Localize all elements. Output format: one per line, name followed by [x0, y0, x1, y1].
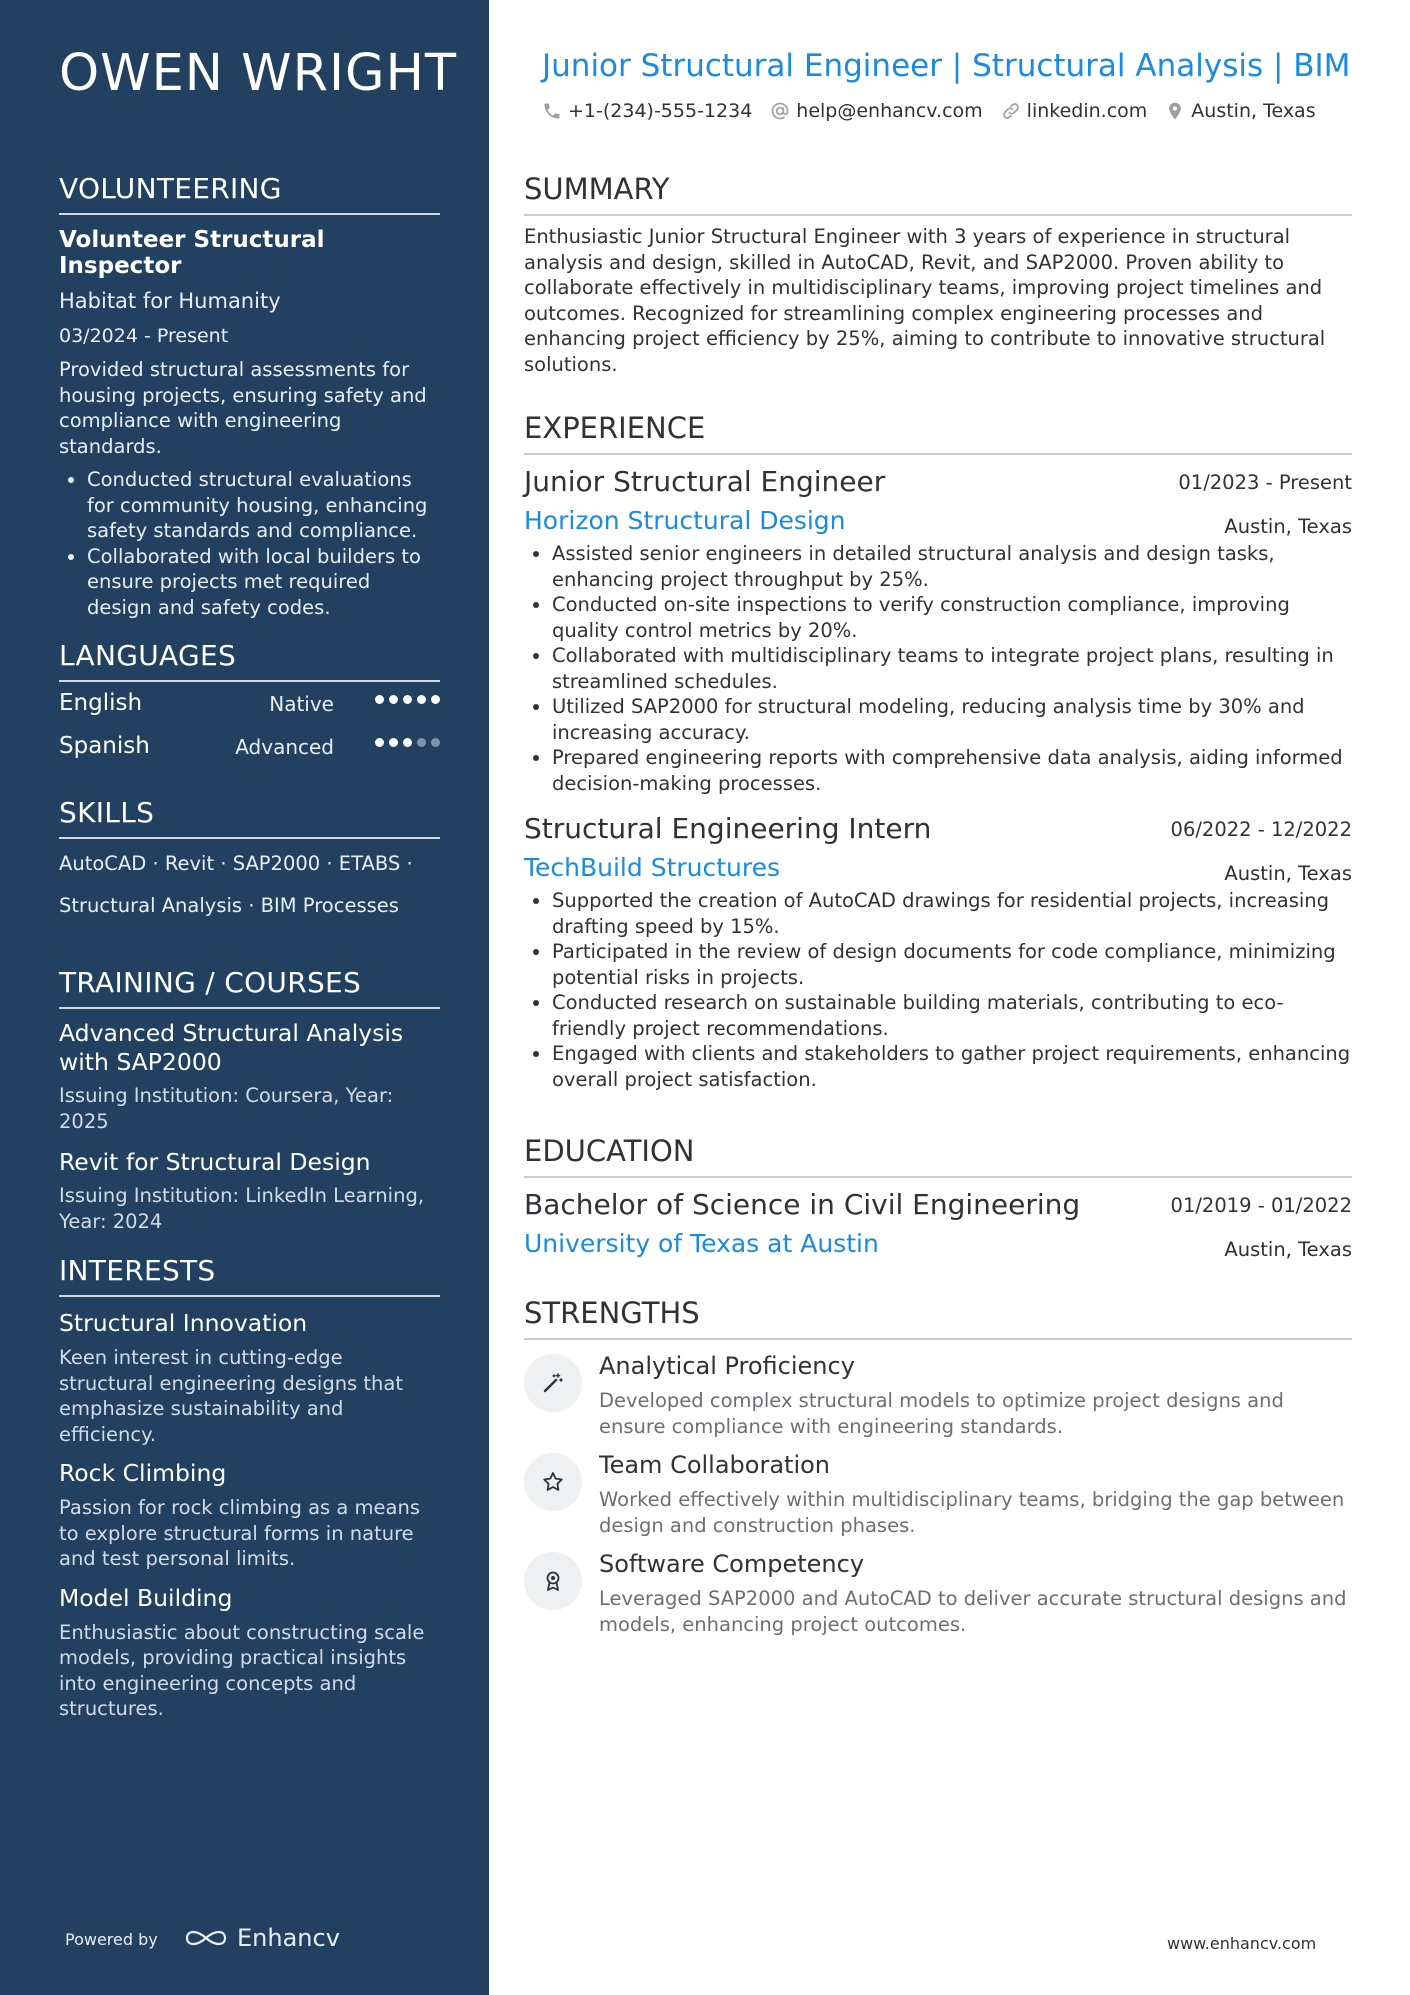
course-title: Revit for Structural Design: [59, 1148, 371, 1176]
link-icon: [1001, 101, 1021, 121]
language-name: English: [59, 690, 143, 716]
headline: Junior Structural Engineer | Structural Analysis | BIM: [542, 48, 1351, 84]
skills-list: [59, 843, 440, 927]
education-location: Austin, Texas: [1224, 1238, 1352, 1261]
job-company: TechBuild Structures: [524, 853, 781, 882]
volunteer-role: Volunteer Structural Inspector: [59, 227, 325, 279]
education-section: [524, 1134, 1352, 1261]
languages-heading: LANGUAGES: [59, 639, 440, 682]
rating-dot-filled: [417, 695, 426, 704]
rating-dot-filled: [389, 738, 398, 747]
job-date: 06/2022 - 12/2022: [1170, 818, 1352, 841]
job-bullet: • Collaborated with multidisciplinary teams to integrate project plans, resulting in streamlined schedules.: [552, 643, 1352, 694]
strength-item: [524, 1550, 1352, 1637]
rating-dot-empty: [431, 738, 440, 747]
language-level: Native: [269, 692, 334, 716]
website-link[interactable]: www.enhancv.com: [1167, 1934, 1317, 1953]
summary-text: Enthusiastic Junior Structural Engineer with 3 years of experience in structural analysis and design, skilled in AutoCAD, Revit, and SAP2000. Proven ability to collaborate effectively in multidisciplinary teams, improving project timelines and outcomes. Recognized for streamlining complex engineering processes and enhancing project efficiency by 25%, aiming to contribute to innovative structural solutions.: [524, 225, 1326, 376]
language-row: [59, 682, 440, 725]
interest-title: Rock Climbing: [59, 1459, 227, 1487]
phone-icon: [542, 101, 562, 121]
job-entry: [524, 465, 1352, 796]
interest-title: Structural Innovation: [59, 1309, 308, 1337]
skills-section: [59, 796, 440, 927]
strengths-heading: STRENGTHS: [524, 1296, 1352, 1340]
contact-linkedin[interactable]: [1001, 100, 1148, 122]
job-bullet: • Engaged with clients and stakeholders to gather project requirements, enhancing overall project satisfaction.: [552, 1041, 1352, 1092]
strength-title: Software Competency: [599, 1550, 865, 1578]
strength-title: Analytical Proficiency: [599, 1352, 855, 1380]
volunteer-bullet: • Conducted structural evaluations for community housing, enhancing safety standards and compliance.: [87, 467, 440, 544]
job-bullet: • Participated in the review of design documents for code compliance, minimizing potential risks in projects.: [552, 939, 1352, 990]
strength-title: Team Collaboration: [599, 1451, 831, 1479]
rating-dot-filled: [431, 695, 440, 704]
job-bullets: [524, 541, 1352, 796]
training-heading: TRAINING / COURSES: [59, 966, 440, 1009]
course-institution: Issuing Institution: LinkedIn Learning, Year: 2024: [59, 1184, 425, 1233]
job-location: Austin, Texas: [1224, 515, 1352, 538]
rating-dot-filled: [375, 695, 384, 704]
location-pin-icon: [1165, 101, 1185, 121]
language-rating: [375, 695, 440, 704]
language-level: Advanced: [235, 735, 334, 759]
interest-description: Passion for rock climbing as a means to explore structural forms in nature and test personal limits.: [59, 1496, 420, 1570]
job-bullets: [524, 888, 1352, 1092]
interest-description: Keen interest in cutting-edge structural engineering designs that emphasize sustainability and efficiency.: [59, 1346, 404, 1446]
strength-description: Developed complex structural models to optimize project designs and ensure compliance with engineering standards.: [599, 1389, 1284, 1438]
job-company: Horizon Structural Design: [524, 506, 846, 535]
job-bullet: • Conducted research on sustainable building materials, contributing to eco-friendly project recommendations.: [552, 990, 1352, 1041]
star-icon: [524, 1453, 582, 1511]
education-heading: EDUCATION: [524, 1134, 1352, 1178]
volunteering-section: [59, 172, 440, 620]
enhancv-logo-icon: [183, 1926, 229, 1950]
school-name: University of Texas at Austin: [524, 1229, 879, 1258]
language-name: Spanish: [59, 733, 150, 759]
magic-wand-icon: [524, 1354, 582, 1412]
skills-heading: SKILLS: [59, 796, 440, 839]
rating-dot-filled: [403, 738, 412, 747]
course-title: Advanced Structural Analysis with SAP2000: [59, 1019, 404, 1076]
volunteer-organization: Habitat for Humanity: [59, 289, 281, 313]
rating-dot-filled: [389, 695, 398, 704]
rating-dot-empty: [417, 738, 426, 747]
language-row: [59, 725, 440, 768]
skills-line: AutoCAD · Revit · SAP2000 · ETABS ·: [59, 852, 413, 875]
languages-section: [59, 639, 440, 768]
skills-line: Structural Analysis · BIM Processes: [59, 894, 399, 917]
job-bullet: • Conducted on-site inspections to verify construction compliance, improving quality control metrics by 20%.: [552, 592, 1352, 643]
candidate-name: OWEN WRIGHT: [59, 44, 458, 103]
at-icon: [770, 101, 790, 121]
strength-item: [524, 1352, 1352, 1439]
language-rating: [375, 738, 440, 747]
job-date: 01/2023 - Present: [1178, 471, 1352, 494]
rating-dot-filled: [403, 695, 412, 704]
interests-section: [59, 1254, 440, 1722]
enhancv-logo: [183, 1924, 340, 1952]
volunteer-bullets: [59, 467, 440, 620]
summary-heading: SUMMARY: [524, 172, 1352, 216]
email-text: help@enhancv.com: [796, 100, 983, 122]
education-date: 01/2019 - 01/2022: [1170, 1194, 1352, 1217]
award-icon: [524, 1552, 582, 1610]
interest-title: Model Building: [59, 1583, 233, 1612]
volunteer-description: Provided structural assessments for housing projects, ensuring safety and compliance with engineering standards.: [59, 358, 427, 458]
interest-description: Enthusiastic about constructing scale models, providing practical insights into engineering concepts and structures.: [59, 1620, 425, 1720]
strength-description: Worked effectively within multidisciplinary teams, bridging the gap between design and construction phases.: [599, 1488, 1345, 1537]
interests-heading: INTERESTS: [59, 1254, 440, 1297]
location-text: Austin, Texas: [1191, 100, 1316, 122]
strength-item: [524, 1451, 1352, 1538]
contact-bar: [542, 100, 1316, 122]
contact-phone[interactable]: [542, 100, 752, 122]
experience-heading: EXPERIENCE: [524, 411, 1352, 455]
job-title: Junior Structural Engineer: [524, 465, 886, 498]
volunteer-date: 03/2024 - Present: [59, 325, 229, 347]
strength-description: Leveraged SAP2000 and AutoCAD to deliver accurate structural designs and models, enhancing project outcomes.: [599, 1587, 1347, 1636]
job-entry: [524, 812, 1352, 1092]
sidebar: [0, 0, 489, 1995]
summary-section: [524, 172, 1352, 377]
rating-dot-filled: [375, 738, 384, 747]
course-institution: Issuing Institution: Coursera, Year: 2025: [59, 1084, 394, 1133]
strengths-section: [524, 1296, 1352, 1637]
job-bullet: • Prepared engineering reports with comprehensive data analysis, aiding informed decision-making processes.: [552, 745, 1352, 796]
volunteer-bullet: • Collaborated with local builders to ensure projects met required design and safety codes.: [87, 544, 440, 621]
education-entry: [524, 1188, 1352, 1261]
volunteering-heading: VOLUNTEERING: [59, 172, 440, 215]
contact-location: [1165, 100, 1315, 122]
degree-title: Bachelor of Science in Civil Engineering: [524, 1188, 1081, 1221]
job-location: Austin, Texas: [1224, 862, 1352, 885]
experience-section: [524, 411, 1352, 1092]
powered-by-label: Powered by: [65, 1930, 158, 1949]
phone-text: +1-(234)-555-1234: [568, 100, 753, 122]
job-title: Structural Engineering Intern: [524, 812, 932, 845]
enhancv-brand-name: Enhancv: [237, 1924, 340, 1952]
job-bullet: • Assisted senior engineers in detailed structural analysis and design tasks, enhancing project throughput by 25%.: [552, 541, 1352, 592]
contact-email[interactable]: [770, 100, 982, 122]
training-section: [59, 966, 440, 1234]
linkedin-text: linkedin.com: [1026, 100, 1148, 122]
job-bullet: • Utilized SAP2000 for structural modeling, reducing analysis time by 30% and increasing accuracy.: [552, 694, 1352, 745]
job-bullet: • Supported the creation of AutoCAD drawings for residential projects, increasing drafting speed by 15%.: [552, 888, 1352, 939]
